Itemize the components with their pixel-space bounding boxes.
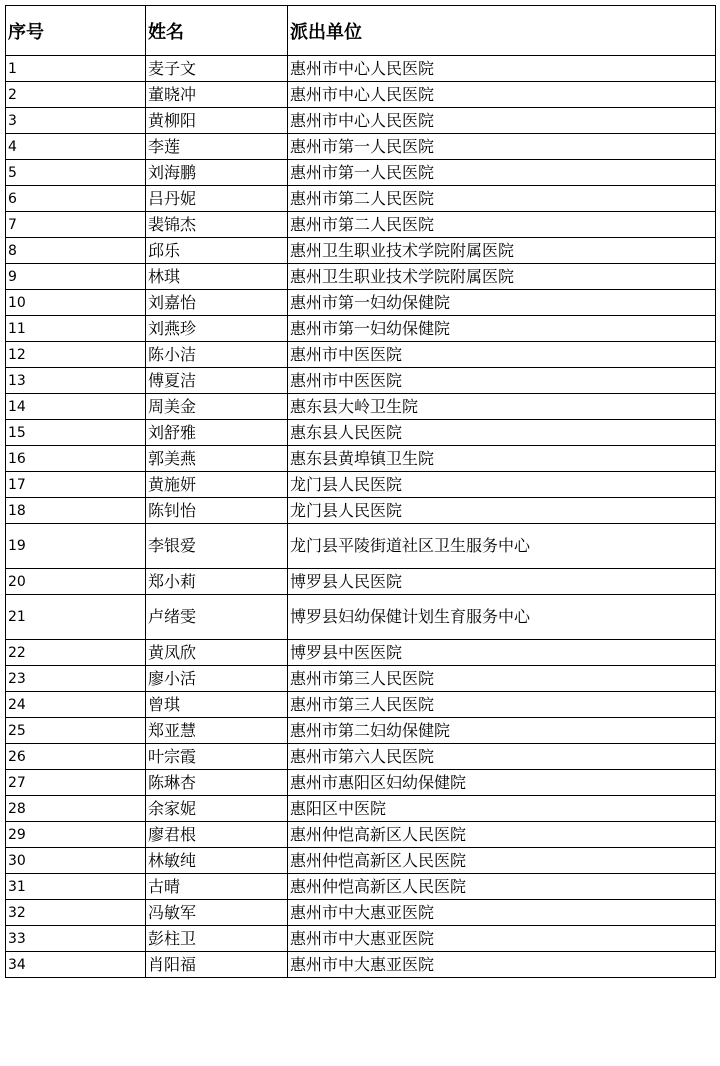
cell-unit: 惠州市第一人民医院 [288, 160, 716, 186]
cell-name: 李银爱 [146, 524, 288, 569]
cell-name: 周美金 [146, 394, 288, 420]
table-header-row [6, 6, 716, 56]
table-row [6, 264, 716, 290]
cell-unit: 惠州市中心人民医院 [288, 56, 716, 82]
cell-index: 8 [6, 238, 146, 264]
cell-name: 古晴 [146, 874, 288, 900]
cell-index: 14 [6, 394, 146, 420]
cell-name: 刘燕珍 [146, 316, 288, 342]
cell-unit: 博罗县人民医院 [288, 569, 716, 595]
cell-index: 12 [6, 342, 146, 368]
cell-name: 余家妮 [146, 796, 288, 822]
cell-name: 黄柳阳 [146, 108, 288, 134]
cell-unit: 惠州市第二妇幼保健院 [288, 718, 716, 744]
cell-index: 16 [6, 446, 146, 472]
cell-index: 5 [6, 160, 146, 186]
cell-index: 31 [6, 874, 146, 900]
cell-index: 22 [6, 640, 146, 666]
cell-name: 董晓冲 [146, 82, 288, 108]
table-row [6, 212, 716, 238]
cell-index: 18 [6, 498, 146, 524]
cell-unit: 博罗县中医医院 [288, 640, 716, 666]
cell-index: 26 [6, 744, 146, 770]
table-row [6, 524, 716, 569]
cell-index: 17 [6, 472, 146, 498]
cell-unit: 惠州市中医医院 [288, 342, 716, 368]
table-row [6, 718, 716, 744]
cell-unit: 惠州市中医医院 [288, 368, 716, 394]
cell-unit: 惠州市惠阳区妇幼保健院 [288, 770, 716, 796]
column-header-unit: 派出单位 [288, 6, 716, 56]
cell-name: 肖阳福 [146, 952, 288, 978]
cell-unit: 龙门县平陵街道社区卫生服务中心 [288, 524, 716, 569]
table-row [6, 446, 716, 472]
cell-index: 34 [6, 952, 146, 978]
cell-name: 麦子文 [146, 56, 288, 82]
cell-unit: 惠阳区中医院 [288, 796, 716, 822]
table-row [6, 569, 716, 595]
table-row [6, 186, 716, 212]
cell-index: 1 [6, 56, 146, 82]
cell-name: 卢绪雯 [146, 595, 288, 640]
table-row [6, 692, 716, 718]
cell-index: 32 [6, 900, 146, 926]
cell-index: 20 [6, 569, 146, 595]
cell-name: 吕丹妮 [146, 186, 288, 212]
cell-index: 15 [6, 420, 146, 446]
table-row [6, 796, 716, 822]
table-row [6, 666, 716, 692]
cell-index: 25 [6, 718, 146, 744]
table-row [6, 952, 716, 978]
cell-unit: 龙门县人民医院 [288, 472, 716, 498]
table-row [6, 108, 716, 134]
cell-name: 郑小莉 [146, 569, 288, 595]
cell-name: 陈琳杏 [146, 770, 288, 796]
cell-index: 24 [6, 692, 146, 718]
cell-index: 3 [6, 108, 146, 134]
table-row [6, 238, 716, 264]
cell-name: 裴锦杰 [146, 212, 288, 238]
cell-name: 李莲 [146, 134, 288, 160]
cell-unit: 惠州市第三人民医院 [288, 666, 716, 692]
cell-index: 28 [6, 796, 146, 822]
table-row [6, 420, 716, 446]
cell-unit: 惠州市第三人民医院 [288, 692, 716, 718]
cell-unit: 惠州市中大惠亚医院 [288, 926, 716, 952]
cell-unit: 惠州市中大惠亚医院 [288, 952, 716, 978]
table-row [6, 160, 716, 186]
cell-unit: 惠州卫生职业技术学院附属医院 [288, 264, 716, 290]
cell-index: 7 [6, 212, 146, 238]
cell-name: 刘嘉怡 [146, 290, 288, 316]
cell-unit: 惠州市第一妇幼保健院 [288, 290, 716, 316]
cell-name: 廖君根 [146, 822, 288, 848]
cell-name: 廖小活 [146, 666, 288, 692]
cell-index: 9 [6, 264, 146, 290]
cell-name: 黄凤欣 [146, 640, 288, 666]
column-header-index: 序号 [6, 6, 146, 56]
table-row [6, 472, 716, 498]
cell-unit: 惠州市中大惠亚医院 [288, 900, 716, 926]
cell-index: 11 [6, 316, 146, 342]
table-row [6, 848, 716, 874]
cell-unit: 惠州市第二人民医院 [288, 212, 716, 238]
cell-name: 邱乐 [146, 238, 288, 264]
cell-name: 曾琪 [146, 692, 288, 718]
cell-name: 林琪 [146, 264, 288, 290]
cell-name: 郑亚慧 [146, 718, 288, 744]
table-row [6, 316, 716, 342]
cell-name: 彭柱卫 [146, 926, 288, 952]
table-row [6, 342, 716, 368]
cell-unit: 惠州仲恺高新区人民医院 [288, 848, 716, 874]
table-body [6, 56, 716, 978]
cell-index: 2 [6, 82, 146, 108]
table-row [6, 498, 716, 524]
cell-index: 6 [6, 186, 146, 212]
cell-unit: 惠州仲恺高新区人民医院 [288, 822, 716, 848]
table-row [6, 770, 716, 796]
table-row [6, 394, 716, 420]
table-row [6, 640, 716, 666]
table-row [6, 290, 716, 316]
cell-unit: 惠州市第二人民医院 [288, 186, 716, 212]
cell-unit: 惠州仲恺高新区人民医院 [288, 874, 716, 900]
table-row [6, 926, 716, 952]
cell-unit: 龙门县人民医院 [288, 498, 716, 524]
table-row [6, 744, 716, 770]
cell-unit: 惠州市第六人民医院 [288, 744, 716, 770]
cell-unit: 惠东县黄埠镇卫生院 [288, 446, 716, 472]
table-row [6, 82, 716, 108]
cell-unit: 惠州市第一妇幼保健院 [288, 316, 716, 342]
cell-unit: 惠东县大岭卫生院 [288, 394, 716, 420]
cell-name: 林敏纯 [146, 848, 288, 874]
cell-name: 刘海鹏 [146, 160, 288, 186]
cell-name: 叶宗霞 [146, 744, 288, 770]
table-row [6, 595, 716, 640]
cell-name: 陈钊怡 [146, 498, 288, 524]
cell-unit: 惠东县人民医院 [288, 420, 716, 446]
cell-name: 刘舒雅 [146, 420, 288, 446]
table-row [6, 368, 716, 394]
cell-name: 黄施妍 [146, 472, 288, 498]
cell-unit: 博罗县妇幼保健计划生育服务中心 [288, 595, 716, 640]
cell-index: 13 [6, 368, 146, 394]
cell-index: 29 [6, 822, 146, 848]
cell-index: 23 [6, 666, 146, 692]
cell-unit: 惠州市中心人民医院 [288, 82, 716, 108]
cell-name: 冯敏军 [146, 900, 288, 926]
cell-name: 郭美燕 [146, 446, 288, 472]
cell-name: 傅夏洁 [146, 368, 288, 394]
cell-name: 陈小洁 [146, 342, 288, 368]
table-row [6, 874, 716, 900]
cell-unit: 惠州市中心人民医院 [288, 108, 716, 134]
table-row [6, 134, 716, 160]
cell-index: 33 [6, 926, 146, 952]
cell-index: 10 [6, 290, 146, 316]
cell-index: 30 [6, 848, 146, 874]
column-header-name: 姓名 [146, 6, 288, 56]
cell-index: 4 [6, 134, 146, 160]
cell-index: 27 [6, 770, 146, 796]
table-row [6, 900, 716, 926]
table-row [6, 56, 716, 82]
cell-unit: 惠州市第一人民医院 [288, 134, 716, 160]
personnel-table [5, 5, 716, 978]
cell-index: 19 [6, 524, 146, 569]
table-row [6, 822, 716, 848]
cell-unit: 惠州卫生职业技术学院附属医院 [288, 238, 716, 264]
cell-index: 21 [6, 595, 146, 640]
